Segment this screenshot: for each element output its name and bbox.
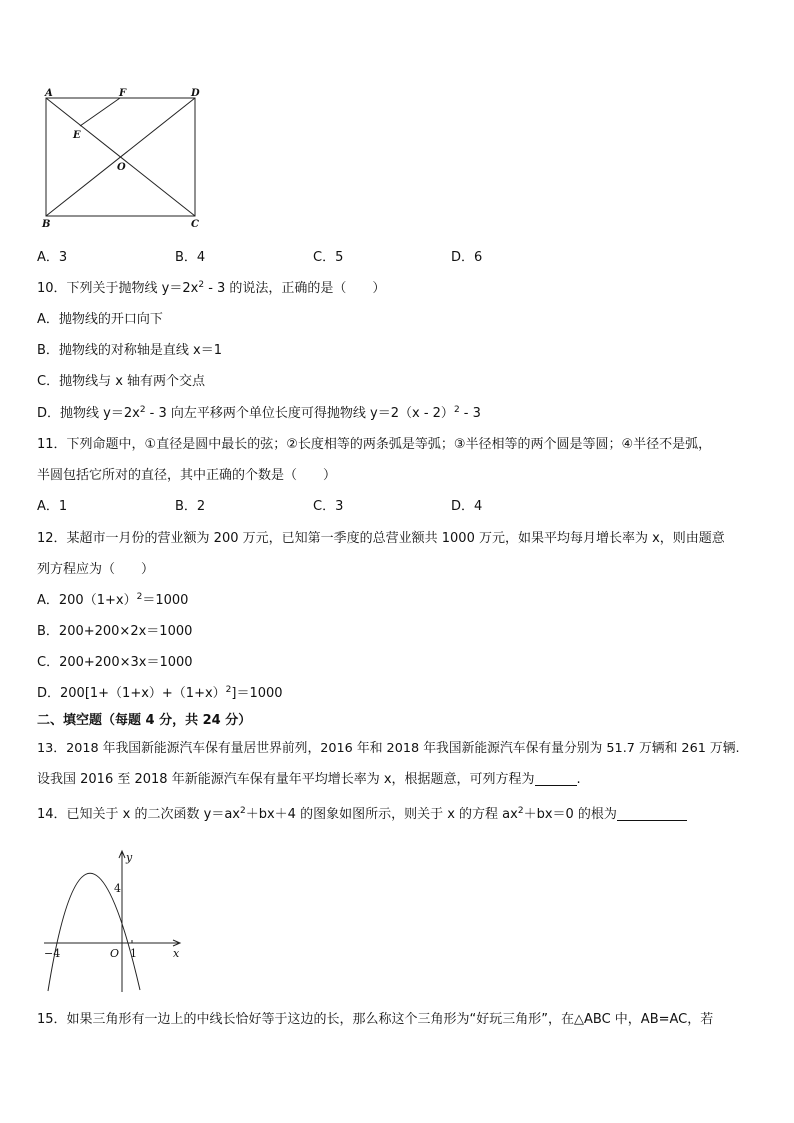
label-b: B [42, 219, 51, 230]
segment-ef [80, 98, 120, 126]
q13-stem-line2: 设我国 2016 至 2018 年新能源汽车保有量年平均增长率为 x，根据题意，可列方程为 . [37, 772, 581, 787]
q9-option-c: C．5 [313, 250, 344, 265]
label-d: D [191, 88, 200, 99]
q14-stem: 14．已知关于 x 的二次函数 $y=ax^2+bx+4$ 的图象如图所示，则关于 x 的方程 $ax^2+bx=0$ 的根为 [37, 806, 687, 824]
q9-option-d: D．6 [451, 250, 483, 265]
q13-answer-blank[interactable] [535, 772, 577, 786]
q10-option-d: D．抛物线 $y=2x^2 - 3$ 向左平移两个单位长度可得抛物线 y＝2（x - 2）$^2$ - 3 [37, 405, 481, 421]
q9-option-b: B．4 [175, 250, 206, 265]
label-a: A [45, 88, 53, 99]
q12-stem-line2: 列方程应为（ ） [37, 562, 155, 577]
q10-option-b: B．抛物线的对称轴是直线 x＝1 [37, 343, 223, 358]
q11-stem-line2: 半圆包括它所对的直径，其中正确的个数是（ ） [37, 468, 337, 483]
q12-option-a: A．$200(1+x)^2=1000$ [37, 592, 189, 608]
q12-option-b: B．200+200×2x＝1000 [37, 624, 193, 639]
q10-stem: 10．下列关于抛物线 $y=2x^2 - 3$ 的说法，正确的是（ ） [37, 280, 386, 296]
q13-stem-line1: 13．2018 年我国新能源汽车保有量居世界前列，2016 年和 2018 年我国新能源汽车保有量分别为 51.7 万辆和 261 万辆. [37, 741, 740, 756]
q14-answer-blank[interactable] [617, 807, 687, 821]
q12-option-d: D．$200[1+(1+x)+(1+x)^2]=1000$ [37, 685, 283, 701]
q11-option-b: B．2 [175, 499, 206, 514]
y-axis-label: y [126, 851, 133, 864]
q11-option-a: A．1 [37, 499, 68, 514]
q15-stem-line1: 15．如果三角形有一边上的中线长恰好等于这边的长，那么称这个三角形为“好玩三角形”，在△ABC 中，AB=AC，若 [37, 1012, 714, 1027]
section-title-fill-in: 二、填空题（每题 4 分，共 24 分） [37, 713, 252, 728]
label-f: F [119, 88, 127, 99]
q9-option-a: A．3 [37, 250, 68, 265]
label-o: O [117, 162, 126, 173]
label-1: 1 [130, 947, 137, 960]
q11-option-c: C．3 [313, 499, 344, 514]
q11-option-d: D．4 [451, 499, 483, 514]
label-e: E [73, 130, 81, 141]
label-minus-4: −4 [44, 947, 61, 960]
q10-option-c: C．抛物线与 x 轴有两个交点 [37, 374, 206, 389]
parabola-curve [48, 873, 140, 991]
rectangle-figure [36, 88, 212, 230]
x-axis-label: x [173, 947, 180, 960]
label-c: C [191, 219, 199, 230]
q12-option-c: C．200+200×3x＝1000 [37, 655, 193, 670]
label-origin: O [110, 947, 120, 960]
q11-stem-line1: 11．下列命题中，①直径是圆中最长的弦；②长度相等的两条弧是等弧；③半径相等的两个圆是等圆；④半径不是弧， [37, 437, 712, 452]
q12-stem-line1: 12．某超市一月份的营业额为 200 万元，已知第一季度的总营业额共 1000 万元，如果平均每月增长率为 x，则由题意 [37, 531, 725, 546]
q10-option-a: A．抛物线的开口向下 [37, 312, 163, 327]
label-4: 4 [114, 882, 121, 895]
parabola-graph [36, 846, 188, 996]
